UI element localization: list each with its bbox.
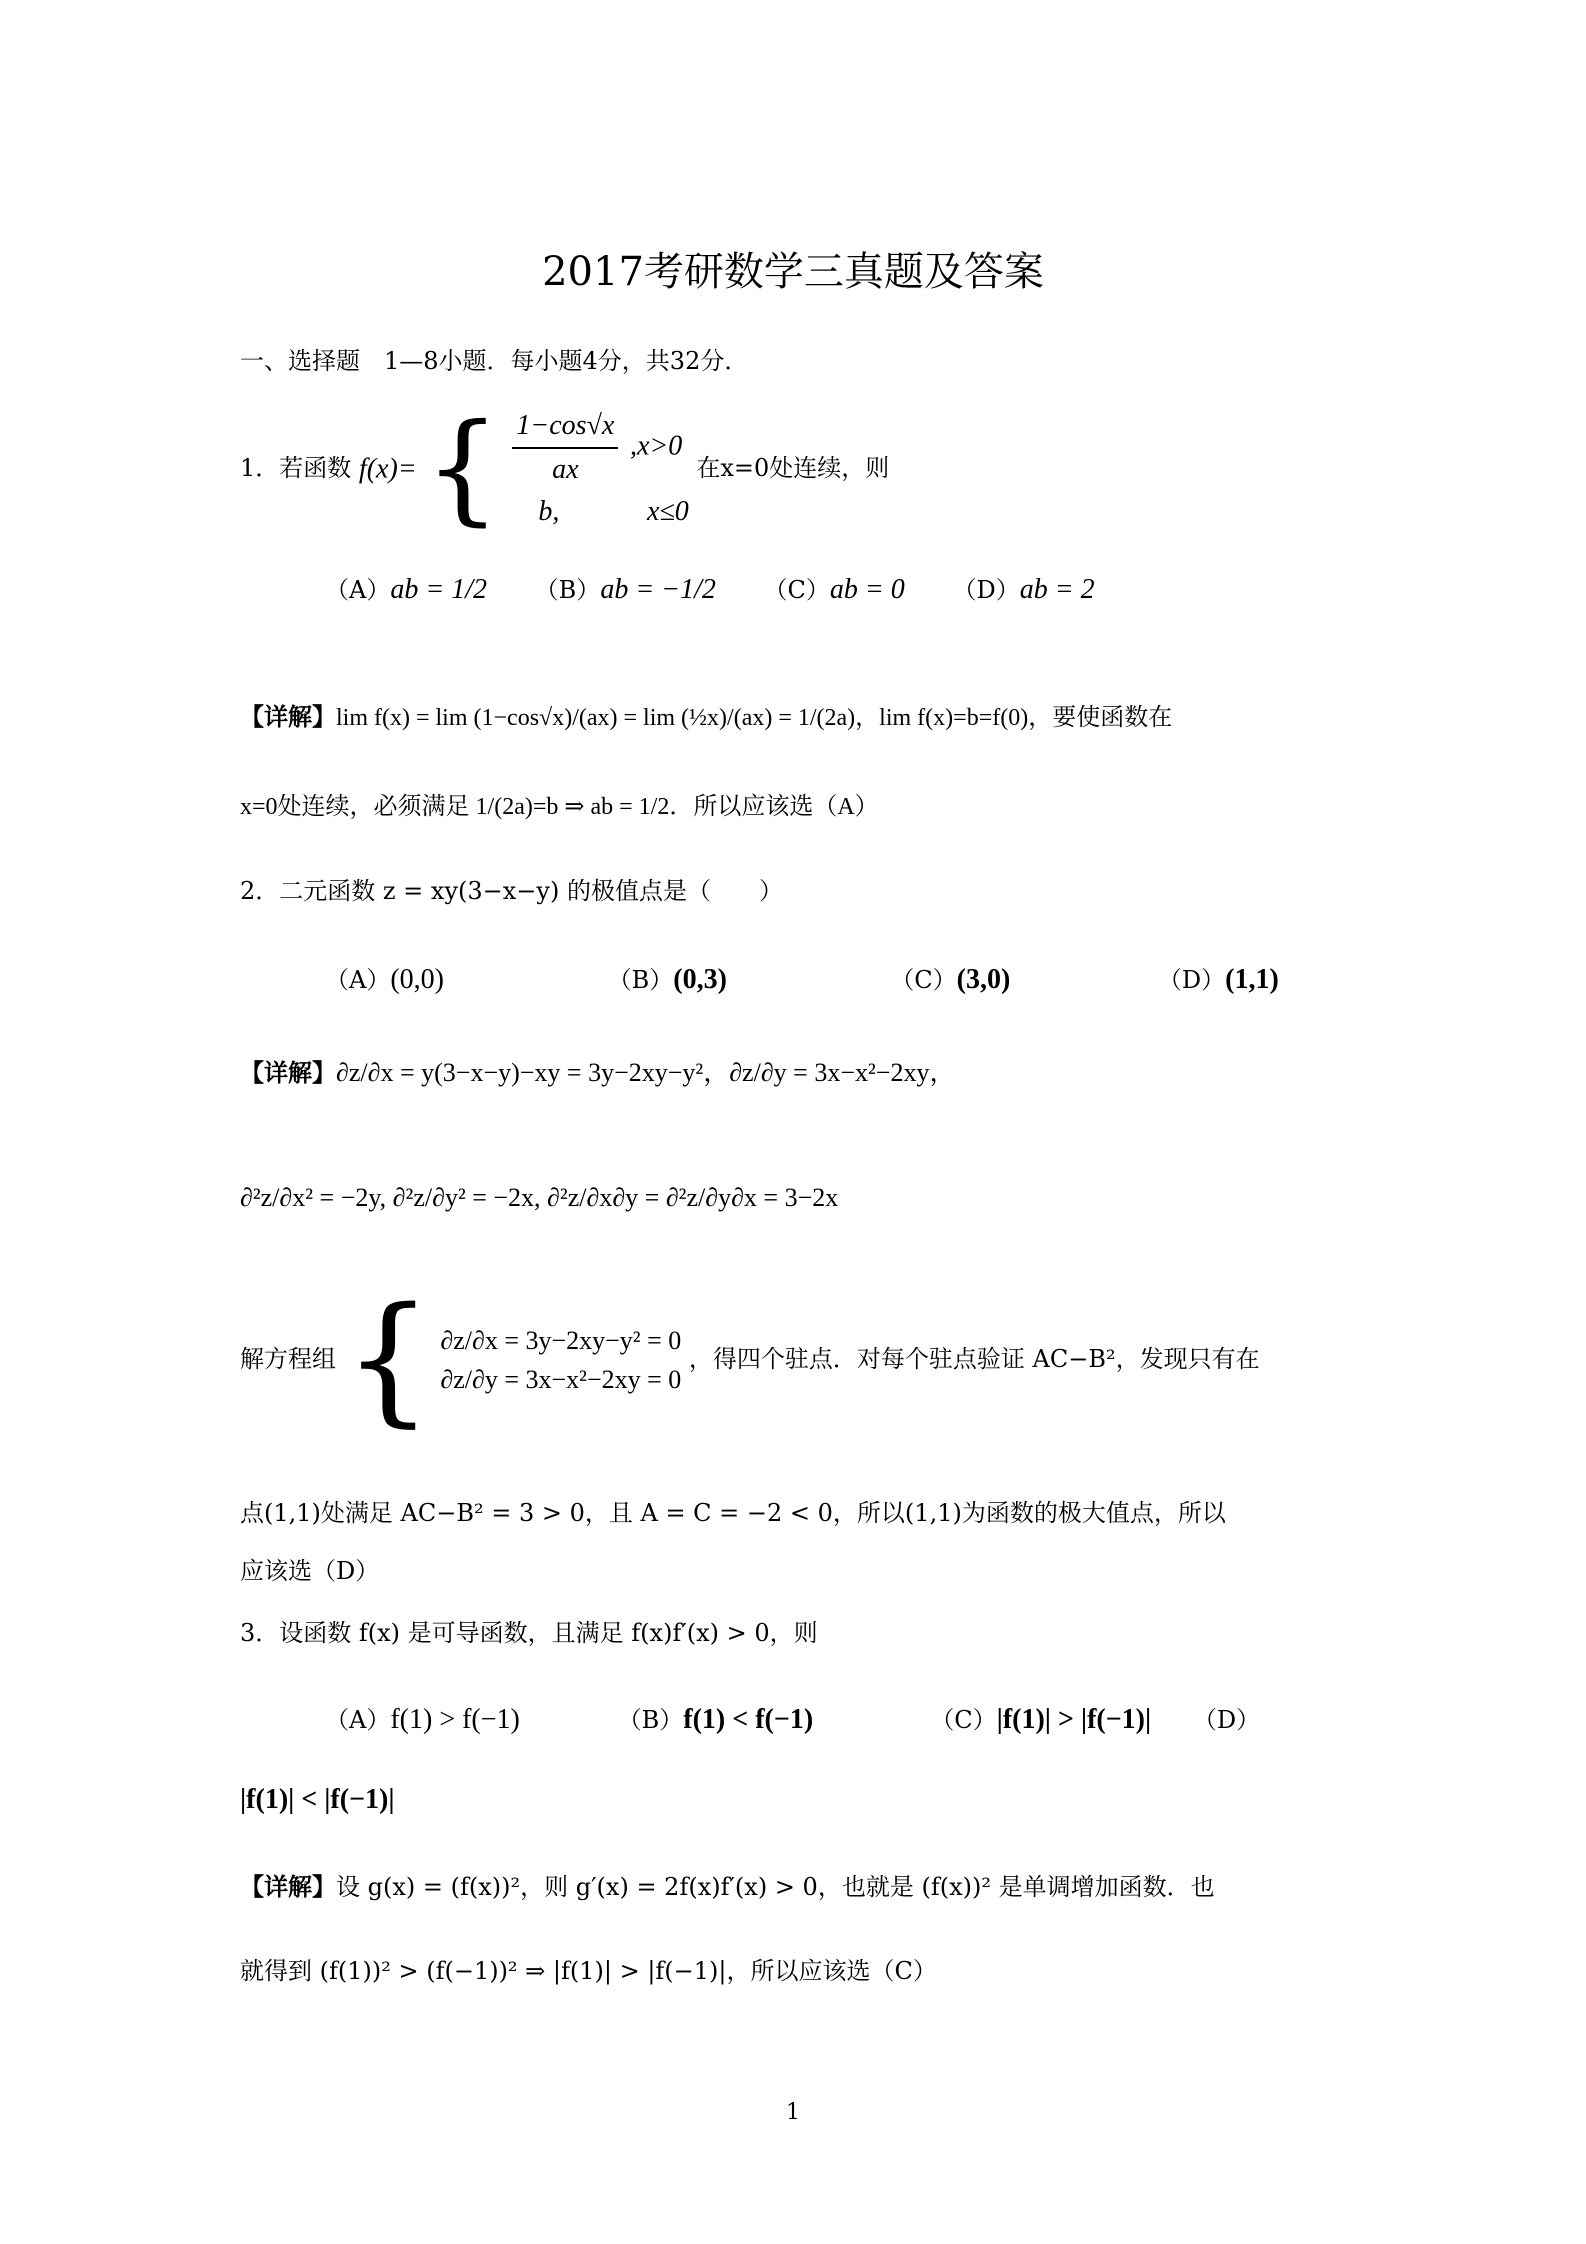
q1-case1-cond: ,x>0 — [629, 430, 683, 462]
q2-option-d-label: （D） — [1157, 966, 1226, 994]
q1-stem-prefix: 1．若函数 — [240, 454, 352, 483]
q1-detail-1: lim f(x) = lim (1−cos√x)/(ax) = lim (½x)/(ax) = 1/(2a)，lim f(x)=b=f(0)，要使函数在 — [336, 705, 1173, 731]
q2-option-d: (1,1) — [1225, 964, 1279, 995]
q1-option-b: ab = −1/2 — [600, 574, 716, 605]
q1-fx: f(x)= — [358, 453, 417, 485]
q2-option-a-label: （A） — [325, 966, 391, 994]
q2-detail-line-1 — [240, 1055, 955, 1091]
q3-detail-line-1 — [240, 1870, 1215, 1905]
question-1-stem — [240, 399, 890, 545]
question-2-stem: 2．二元函数 z = xy(3−x−y) 的极值点是（ ） — [240, 877, 783, 905]
q3-option-b: f(1) < f(−1) — [683, 1704, 814, 1735]
q1-case1-fraction — [512, 405, 618, 491]
q3-option-c: |f(1)| > |f(−1)| — [996, 1704, 1152, 1735]
q3-option-c-label: （C） — [930, 1706, 997, 1734]
q2-option-c: (3,0) — [956, 964, 1011, 995]
q2-brace: { — [343, 1278, 433, 1441]
q3-detail-1: 设 g(x) = (f(x))²，则 g′(x) = 2f(x)f′(x) > 0，也就是 (f(x))² 是单调增加函数．也 — [336, 1873, 1215, 1901]
q1-option-c-label: （C） — [763, 576, 830, 604]
q1-option-b-label: （B） — [534, 576, 601, 604]
q2-detail-line-2 — [240, 1180, 838, 1216]
section-heading: 一、选择题 1—8小题．每小题4分，共32分． — [240, 347, 749, 375]
page-title: 2017考研数学三真题及答案 — [542, 249, 1044, 295]
q2-solve-label: 解方程组 — [240, 1345, 336, 1374]
q2-detail-2: ∂²z/∂x² = −2y, ∂²z/∂y² = −2x, ∂²z/∂x∂y = ∂²z/∂y∂x = 3−2x — [240, 1183, 839, 1212]
q1-detail-label: 【详解】 — [240, 702, 336, 731]
q2-detail-line-4: 应该选（D） — [240, 1557, 380, 1585]
q1-case2-cond: x≤0 — [646, 496, 689, 527]
q3-detail-label: 【详解】 — [240, 1872, 336, 1901]
q2-option-b-label: （B） — [607, 966, 674, 994]
q1-option-a: ab = 1/2 — [390, 574, 488, 605]
q3-option-d-label: （D） — [1192, 1706, 1261, 1734]
q1-option-a-label: （A） — [325, 576, 391, 604]
q3-option-d: |f(1)| < |f(−1)| — [240, 1784, 395, 1815]
question-3-options — [325, 1700, 1260, 1739]
q2-option-a: (0,0) — [390, 964, 444, 995]
page-number: 1 — [786, 2100, 800, 2125]
q1-detail-2: x=0处连续，必须满足 1/(2a)=b ⇒ ab = 1/2．所以应该选（A） — [240, 794, 879, 820]
q1-detail-line-2 — [240, 790, 879, 825]
q1-option-d: ab = 2 — [1019, 574, 1095, 605]
q1-cases — [508, 405, 688, 533]
q1-case1-den: ax — [552, 454, 579, 485]
question-2-options — [325, 960, 1279, 999]
q3-option-b-label: （B） — [617, 1706, 684, 1734]
q1-option-d-label: （D） — [952, 576, 1020, 604]
q2-equations — [440, 1321, 681, 1399]
q3-option-d-line — [240, 1780, 395, 1819]
q2-detail-line-3: 点(1,1)处满足 AC−B² = 3 > 0，且 A = C = −2 < 0，所以(1,1)为函数的极大值点，所以 — [240, 1499, 1226, 1527]
q1-detail-line-1 — [240, 700, 1172, 736]
q2-detail-label: 【详解】 — [240, 1058, 336, 1087]
q2-option-b: (0,3) — [673, 964, 727, 995]
q1-brace: { — [424, 399, 501, 538]
q3-option-a-label: （A） — [325, 1706, 391, 1734]
question-3-stem: 3．设函数 f(x) 是可导函数，且满足 f(x)f′(x) > 0，则 — [240, 1619, 818, 1647]
q2-solve-suffix: ，得四个驻点．对每个驻点验证 AC−B²，发现只有在 — [688, 1345, 1260, 1374]
q3-option-a: f(1) > f(−1) — [390, 1704, 520, 1735]
q1-case1-num: 1−cos√x — [512, 405, 618, 449]
q1-case2: b, — [538, 496, 560, 527]
q2-eq2: ∂z/∂y = 3x−x²−2xy = 0 — [440, 1365, 682, 1394]
q3-detail-line-2: 就得到 (f(1))² > (f(−1))² ⇒ |f(1)| > |f(−1)|，所以应该选（C） — [240, 1957, 937, 1985]
q1-option-c: ab = 0 — [829, 574, 905, 605]
q2-option-c-label: （C） — [890, 966, 957, 994]
question-1-options — [325, 570, 1135, 609]
q1-stem-suffix: 在x=0处连续，则 — [696, 454, 890, 483]
q2-eq1: ∂z/∂x = 3y−2xy−y² = 0 — [440, 1326, 682, 1355]
q2-detail-1: ∂z/∂x = y(3−x−y)−xy = 3y−2xy−y²，∂z/∂y = 3x−x²−2xy， — [336, 1058, 956, 1087]
q2-equation-system — [240, 1278, 1260, 1450]
